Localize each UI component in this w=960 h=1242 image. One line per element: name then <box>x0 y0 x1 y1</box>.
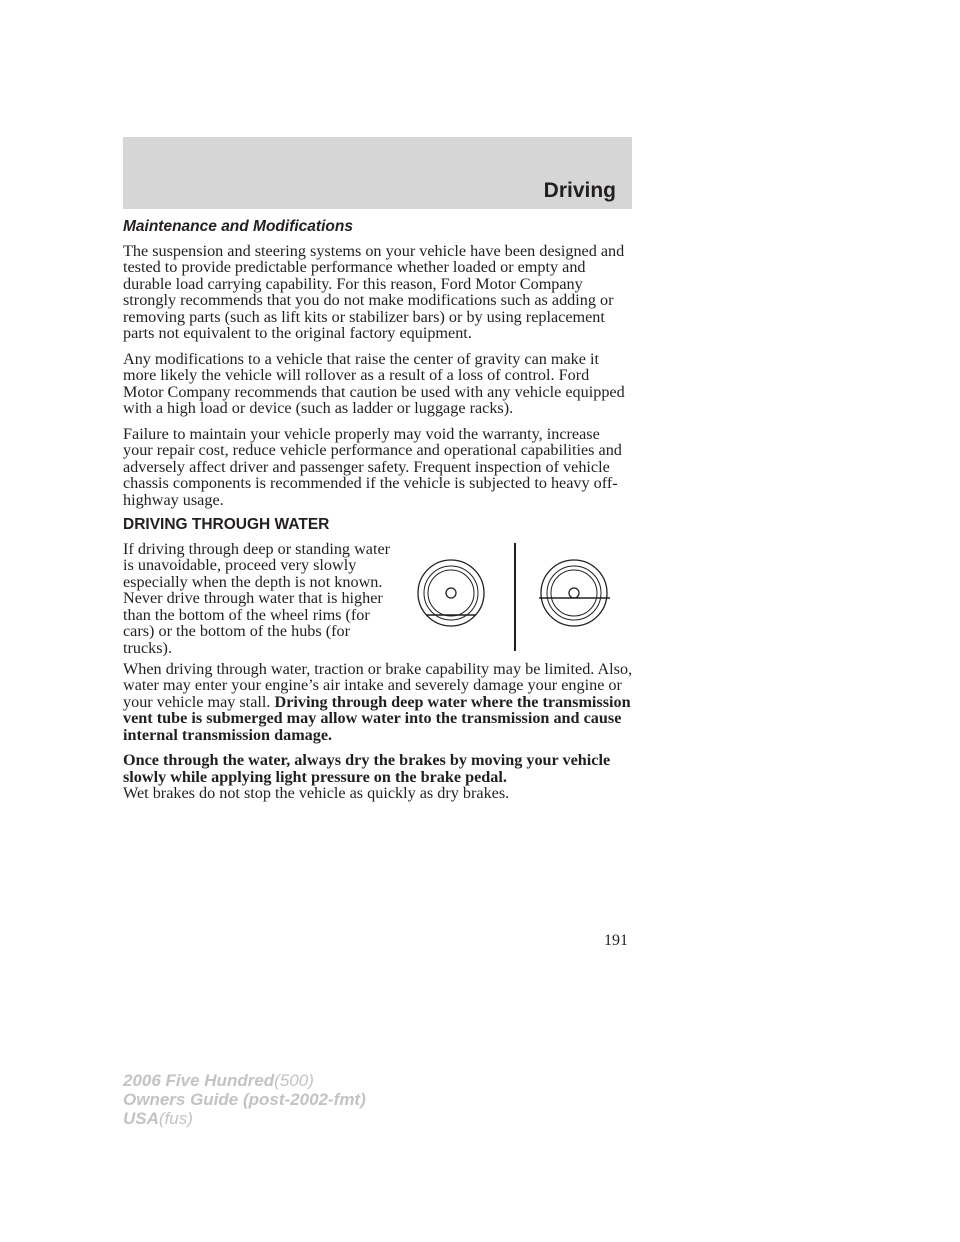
maintenance-paragraph-3: Failure to maintain your vehicle properly may void the warranty, increase your repair cost, reduce vehicle performance and operational capabilities and adversely affect driver and passenger safety. Frequent inspection of vehicle chassis components is recommended if the vehicle is subjected to heavy off-highway usage. <box>123 424 622 509</box>
water-intro-paragraph: If driving through deep or standing water is unavoidable, proceed very slowly especially when the depth is not known. Never drive through water that is higher than the bottom of the wheel rims (for cars) or the bottom of the hubs (for trucks). <box>123 539 391 657</box>
page-number: 191 <box>604 932 628 949</box>
footer-line-1: 2006 Five Hundred(500) <box>123 1071 314 1090</box>
water-heading: DRIVING THROUGH WATER <box>123 516 330 533</box>
brake-instruction: Once through the water, always dry the brakes by moving your vehicle slowly while applying light pressure on the brake pedal. <box>123 751 611 786</box>
transmission-warning: Driving through deep water where the transmission vent tube is submerged may allow water into the transmission and cause internal transmission damage. <box>123 692 631 744</box>
document-footer <box>123 1071 366 1128</box>
page-content <box>123 219 633 811</box>
footer-line-3: USA(fus) <box>123 1109 193 1128</box>
water-paragraph-2: When driving through water, traction or brake capability may be limited. Also, water may enter your engine’s air intake and severely damage your engine or your vehicle may stall. Driving through deep water where the transmission vent tube is submerged may allow water into the transmission and cause internal transmission damage. <box>123 659 633 744</box>
water-paragraph-3: Once through the water, always dry the brakes by moving your vehicle slowly while applying light pressure on the brake pedal. Wet brakes do not stop the vehicle as quickly as dry brakes. <box>123 751 611 802</box>
wheel-water-level-illustration <box>413 543 639 653</box>
maintenance-heading: Maintenance and Modifications <box>123 218 353 235</box>
truck-wheel-icon <box>539 560 610 626</box>
footer-line-2: Owners Guide (post-2002-fmt) <box>123 1090 366 1109</box>
maintenance-paragraph-2: Any modifications to a vehicle that raise the center of gravity can make it more likely the vehicle will rollover as a result of a loss of control. Ford Motor Company recommends that caution be used with any vehicle equipped with a high load or device (such as ladder or luggage racks). <box>123 349 625 417</box>
water-intro-row <box>123 539 633 657</box>
section-title: Driving <box>543 179 616 202</box>
maintenance-paragraph-1: The suspension and steering systems on your vehicle have been designed and tested to provide predictable performance whether loaded or empty and durable load carrying capability. For this reason, Ford Motor Company strongly recommends that you do not make modifications such as adding or removing parts (such as lift kits or stabilizer bars) or by using replacement parts not equivalent to the original factory equipment. <box>123 241 625 342</box>
car-wheel-icon <box>418 560 484 626</box>
section-header-band <box>123 137 632 209</box>
